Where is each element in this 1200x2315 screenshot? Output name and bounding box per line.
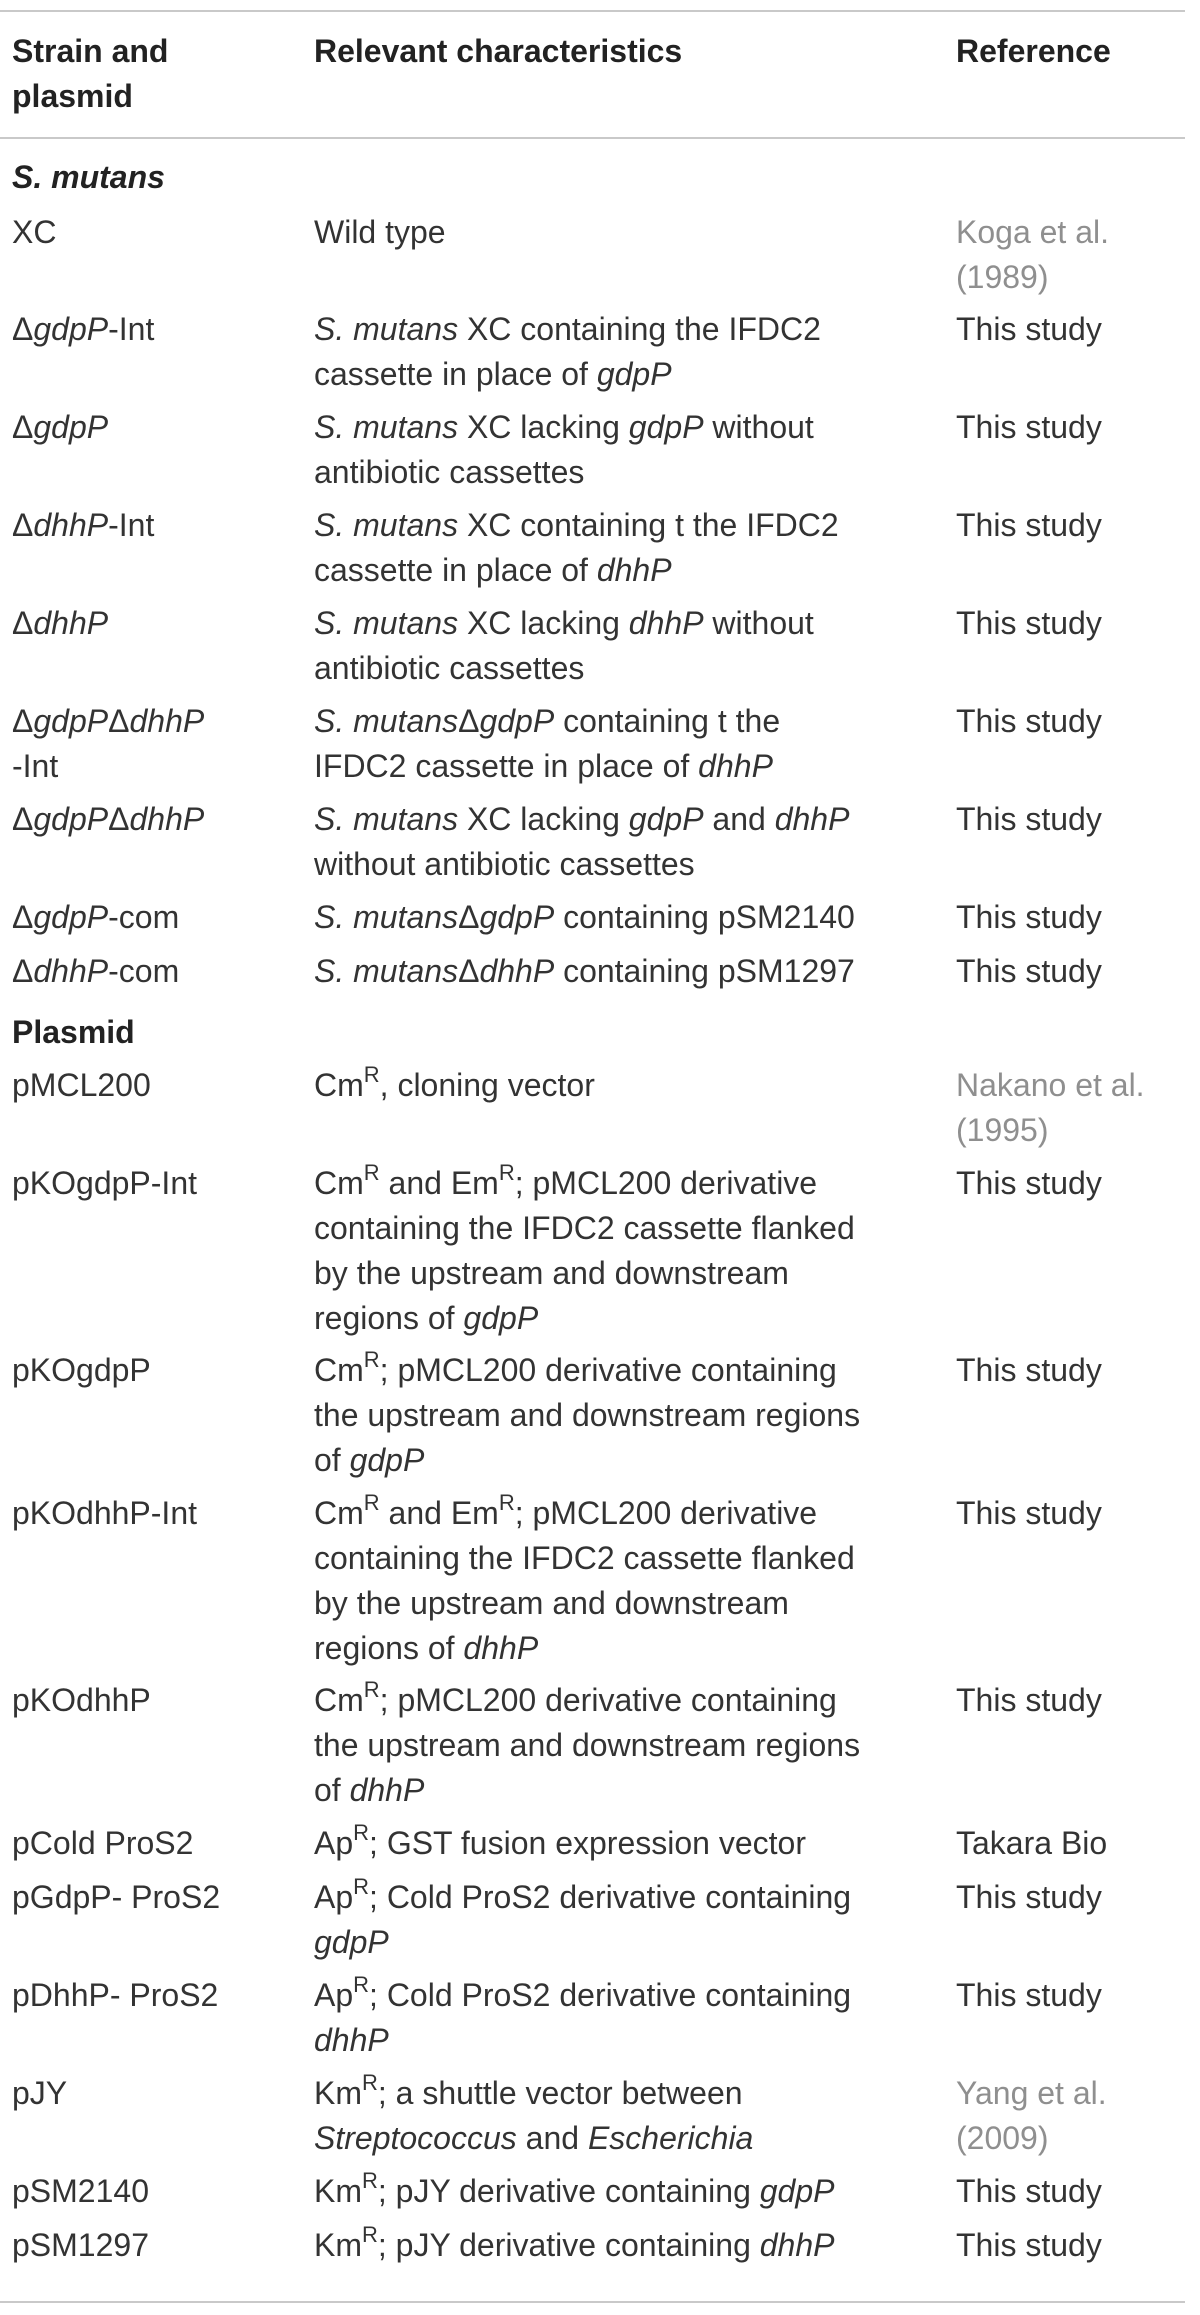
characteristics-run: gdpP [479, 899, 555, 935]
characteristics-line [314, 1768, 934, 1813]
characteristics-line [314, 450, 934, 495]
characteristics-run: Ap [314, 1977, 354, 2013]
characteristics-run: Escherichia [587, 2120, 754, 2156]
characteristics-run: the upstream and downstream regions [314, 1397, 861, 1433]
characteristics-line [314, 1581, 934, 1626]
characteristics-line [314, 2071, 934, 2116]
characteristics-cell [314, 210, 934, 255]
reference-line: This study [956, 1879, 1102, 1915]
strain-run: pDhhP- ProS2 [12, 1977, 219, 2013]
characteristics-cell [314, 2071, 934, 2161]
strain-run: gdpP [33, 703, 109, 739]
characteristics-run: regions of [314, 1300, 464, 1336]
characteristics-run: containing the IFDC2 cassette flanked [314, 1540, 855, 1576]
characteristics-run: gdpP [628, 801, 704, 837]
characteristics-run: XC lacking [458, 801, 629, 837]
characteristics-run: ; pMCL200 derivative [514, 1165, 818, 1201]
characteristics-run: S. mutans [314, 409, 459, 445]
strain-cell [12, 210, 302, 255]
characteristics-line [314, 842, 934, 887]
characteristics-run: cassette in place of [314, 552, 597, 588]
strain-cell [12, 699, 302, 789]
characteristics-run: ; Cold ProS2 derivative containing [369, 1977, 852, 2013]
header-strain [12, 29, 302, 119]
characteristics-run: and Em [379, 1165, 499, 1201]
characteristics-run: S. mutans [314, 703, 459, 739]
characteristics-run: dhhP [596, 552, 672, 588]
strain-cell [12, 895, 302, 940]
characteristics-run: dhhP [774, 801, 850, 837]
strain-run: pKOdhhP-Int [12, 1495, 197, 1531]
characteristics-cell [314, 2223, 934, 2268]
strain-run: Δ [12, 605, 34, 641]
strain-cell [12, 307, 302, 352]
characteristics-cell [314, 1491, 934, 1671]
header-strain-line2: plasmid [12, 78, 133, 114]
strain-run: Δ [12, 409, 34, 445]
strain-run: -com [108, 899, 180, 935]
strain-run: dhhP [33, 605, 109, 641]
reference-line: (1995) [956, 1112, 1049, 1148]
section-plasmid: Plasmid [12, 1014, 135, 1050]
strain-run: XC [12, 214, 57, 250]
reference-cell [956, 1821, 1186, 1866]
characteristics-run: R [363, 1062, 380, 1088]
reference-cell [956, 405, 1186, 450]
characteristics-run: gdpP [628, 409, 704, 445]
strain-run: pJY [12, 2075, 68, 2111]
reference-line: This study [956, 2173, 1102, 2209]
strain-run: Δ [12, 703, 34, 739]
characteristics-run: R [362, 2070, 378, 2096]
characteristics-run: R [353, 1972, 370, 1998]
reference-cell [956, 1491, 1186, 1536]
characteristics-line [314, 601, 934, 646]
strain-run: pKOgdpP [12, 1352, 151, 1388]
characteristics-run: R [363, 1160, 380, 1186]
strain-run: dhhP [129, 703, 205, 739]
strain-run: gdpP [33, 899, 109, 935]
characteristics-cell [314, 307, 934, 397]
characteristics-cell [314, 1063, 934, 1108]
characteristics-run: dhhP [463, 1630, 539, 1666]
reference-line: This study [956, 801, 1102, 837]
characteristics-run: R [363, 1490, 380, 1516]
characteristics-run: ; pMCL200 derivative containing [379, 1352, 837, 1388]
strain-run: pCold ProS2 [12, 1825, 194, 1861]
strain-run: pKOgdpP-Int [12, 1165, 197, 1201]
characteristics-run: Cm [314, 1495, 364, 1531]
strain-cell [12, 1875, 302, 1920]
characteristics-cell [314, 949, 934, 994]
reference-cell [956, 1973, 1186, 2018]
characteristics-run: without [703, 605, 814, 641]
characteristics-run: S. mutans [314, 507, 459, 543]
bottom-rule [0, 2301, 1185, 2303]
characteristics-run: XC lacking [458, 409, 629, 445]
strain-run: -com [108, 953, 180, 989]
characteristics-run: S. mutans [314, 605, 459, 641]
strain-cell [12, 1348, 302, 1393]
strain-cell [12, 797, 302, 842]
characteristics-run: of [314, 1772, 350, 1808]
characteristics-run: S. mutans [314, 801, 459, 837]
strain-run: dhhP [33, 953, 109, 989]
reference-line: This study [956, 2227, 1102, 2263]
characteristics-line [314, 1063, 934, 1108]
characteristics-run: R [498, 1160, 515, 1186]
strain-run: Δ [108, 703, 130, 739]
characteristics-run: Cm [314, 1165, 364, 1201]
header-strain-line1: Strain and [12, 33, 169, 69]
header-rule [0, 137, 1185, 139]
characteristics-cell [314, 1821, 934, 1866]
characteristics-run: antibiotic cassettes [314, 650, 585, 686]
characteristics-run: without antibiotic cassettes [314, 846, 695, 882]
characteristics-run: by the upstream and downstream [314, 1585, 789, 1621]
characteristics-line [314, 1491, 934, 1536]
characteristics-run: XC containing t the IFDC2 [458, 507, 839, 543]
characteristics-run: XC lacking [458, 605, 629, 641]
characteristics-run: Km [314, 2227, 362, 2263]
characteristics-run: cassette in place of [314, 356, 597, 392]
characteristics-run: containing t the [554, 703, 781, 739]
characteristics-run: dhhP [479, 953, 555, 989]
reference-line: Takara Bio [956, 1825, 1108, 1861]
strain-cell [12, 1678, 302, 1723]
characteristics-cell [314, 1348, 934, 1483]
characteristics-run: gdpP [759, 2173, 835, 2209]
characteristics-line [314, 1875, 934, 1920]
reference-cell [956, 307, 1186, 352]
characteristics-run: Cm [314, 1067, 364, 1103]
strain-run: pSM2140 [12, 2173, 149, 2209]
characteristics-run: S. mutans [314, 311, 459, 347]
characteristics-run: Km [314, 2173, 362, 2209]
characteristics-run: gdpP [349, 1442, 425, 1478]
characteristics-run: containing pSM2140 [554, 899, 855, 935]
characteristics-line [314, 307, 934, 352]
characteristics-cell [314, 699, 934, 789]
characteristics-cell [314, 601, 934, 691]
reference-cell [956, 2169, 1186, 2214]
reference-cell [956, 1063, 1186, 1153]
reference-line: This study [956, 1352, 1102, 1388]
characteristics-run: dhhP [759, 2227, 835, 2263]
strain-run: pKOdhhP [12, 1682, 151, 1718]
reference-line: Yang et al. [956, 2075, 1107, 2111]
characteristics-run: R [353, 1874, 370, 1900]
characteristics-run: Ap [314, 1825, 354, 1861]
characteristics-run: ; pJY derivative containing [377, 2173, 760, 2209]
characteristics-run: ; a shuttle vector between [377, 2075, 743, 2111]
characteristics-run: gdpP [479, 703, 555, 739]
characteristics-run: ; Cold ProS2 derivative containing [369, 1879, 852, 1915]
strain-cell [12, 1063, 302, 1108]
characteristics-line [314, 1251, 934, 1296]
reference-line: This study [956, 507, 1102, 543]
strain-cell [12, 503, 302, 548]
characteristics-line [314, 797, 934, 842]
characteristics-run: dhhP [698, 748, 773, 784]
strain-run: dhhP [129, 801, 205, 837]
characteristics-cell [314, 405, 934, 495]
reference-line: This study [956, 1977, 1102, 2013]
strain-run: Δ [12, 953, 34, 989]
characteristics-line [314, 949, 934, 994]
strain-cell [12, 1821, 302, 1866]
characteristics-cell [314, 1678, 934, 1813]
strain-cell [12, 1161, 302, 1206]
characteristics-line [314, 1348, 934, 1393]
characteristics-run: IFDC2 cassette in place of [314, 748, 699, 784]
characteristics-line [314, 2018, 934, 2063]
reference-line: (2009) [956, 2120, 1049, 2156]
strain-run: -Int [12, 748, 59, 784]
characteristics-line [314, 699, 934, 744]
characteristics-cell [314, 503, 934, 593]
characteristics-run: and [516, 2120, 588, 2156]
header-characteristics: Relevant characteristics [314, 33, 683, 69]
characteristics-line [314, 1626, 934, 1671]
characteristics-run: , cloning vector [379, 1067, 595, 1103]
characteristics-line [314, 2169, 934, 2214]
strain-run: Δ [12, 507, 34, 543]
reference-line: This study [956, 1495, 1102, 1531]
reference-cell [956, 210, 1186, 300]
reference-cell [956, 503, 1186, 548]
reference-cell [956, 1348, 1186, 1393]
characteristics-run: R [498, 1490, 515, 1516]
characteristics-run: Δ [458, 899, 480, 935]
characteristics-cell [314, 1875, 934, 1965]
characteristics-cell [314, 1973, 934, 2063]
reference-cell [956, 2223, 1186, 2268]
characteristics-run: ; pMCL200 derivative [514, 1495, 818, 1531]
strain-run: Δ [12, 311, 34, 347]
reference-cell [956, 699, 1186, 744]
strain-cell [12, 2071, 302, 2116]
strain-run: Δ [12, 899, 34, 935]
section-s-mutans [12, 155, 165, 200]
characteristics-run: R [362, 2222, 378, 2248]
reference-cell [956, 1161, 1186, 1206]
characteristics-cell [314, 895, 934, 940]
characteristics-run: by the upstream and downstream [314, 1255, 789, 1291]
reference-cell [956, 2071, 1186, 2161]
characteristics-line [314, 1536, 934, 1581]
characteristics-run: Ap [314, 1879, 354, 1915]
characteristics-run: ; GST fusion expression vector [369, 1825, 806, 1861]
characteristics-line [314, 2223, 934, 2268]
characteristics-run: Δ [458, 953, 480, 989]
reference-line: Nakano et al. [956, 1067, 1145, 1103]
reference-cell [956, 949, 1186, 994]
characteristics-run: Km [314, 2075, 362, 2111]
characteristics-run: containing pSM1297 [554, 953, 855, 989]
characteristics-line [314, 1161, 934, 1206]
strain-run: gdpP [33, 311, 109, 347]
reference-line: Koga et al. [956, 214, 1109, 250]
characteristics-line [314, 352, 934, 397]
reference-line: This study [956, 605, 1102, 641]
characteristics-line [314, 405, 934, 450]
characteristics-line [314, 1206, 934, 1251]
characteristics-run: without [703, 409, 814, 445]
strain-run: gdpP [33, 409, 109, 445]
reference-line: This study [956, 1682, 1102, 1718]
characteristics-run: and [703, 801, 775, 837]
characteristics-cell [314, 1161, 934, 1341]
strain-cell [12, 2169, 302, 2214]
reference-cell [956, 1678, 1186, 1723]
top-rule [0, 10, 1185, 12]
strain-run: Δ [12, 801, 34, 837]
reference-line: This study [956, 409, 1102, 445]
characteristics-line [314, 646, 934, 691]
characteristics-line [314, 744, 934, 789]
strain-cell [12, 1973, 302, 2018]
characteristics-run: R [353, 1820, 370, 1846]
reference-cell [956, 1875, 1186, 1920]
characteristics-line [314, 1393, 934, 1438]
reference-cell [956, 895, 1186, 940]
reference-cell [956, 601, 1186, 646]
characteristics-run: R [362, 2168, 378, 2194]
strain-run: pMCL200 [12, 1067, 151, 1103]
characteristics-run: dhhP [349, 1772, 425, 1808]
characteristics-run: S. mutans [314, 953, 459, 989]
strain-cell [12, 949, 302, 994]
characteristics-run: dhhP [628, 605, 704, 641]
characteristics-run: S. mutans [314, 899, 459, 935]
characteristics-run: of [314, 1442, 350, 1478]
strain-run: -Int [108, 311, 155, 347]
strain-cell [12, 2223, 302, 2268]
characteristics-line [314, 548, 934, 593]
characteristics-run: dhhP [314, 2022, 389, 2058]
reference-line: This study [956, 899, 1102, 935]
strain-run: -Int [108, 507, 155, 543]
reference-cell [956, 797, 1186, 842]
reference-line: This study [956, 311, 1102, 347]
characteristics-cell [314, 797, 934, 887]
section-s-mutans-label: S. mutans [12, 159, 165, 195]
characteristics-run: R [363, 1677, 380, 1703]
characteristics-run: Cm [314, 1352, 364, 1388]
reference-line: This study [956, 703, 1102, 739]
characteristics-line [314, 1296, 934, 1341]
characteristics-run: ; pMCL200 derivative containing [379, 1682, 837, 1718]
characteristics-line [314, 503, 934, 548]
strain-run: gdpP [33, 801, 109, 837]
characteristics-line [314, 1973, 934, 2018]
characteristics-run: the upstream and downstream regions [314, 1727, 861, 1763]
characteristics-run: gdpP [463, 1300, 539, 1336]
characteristics-line [314, 210, 934, 255]
characteristics-line [314, 1821, 934, 1866]
header-reference: Reference [956, 33, 1111, 69]
characteristics-run: gdpP [596, 356, 672, 392]
characteristics-line [314, 1920, 934, 1965]
strain-cell [12, 601, 302, 646]
characteristics-run: ; pJY derivative containing [377, 2227, 760, 2263]
characteristics-run: gdpP [314, 1924, 389, 1960]
characteristics-line [314, 1678, 934, 1723]
characteristics-line [314, 2116, 934, 2161]
characteristics-run: and Em [379, 1495, 499, 1531]
reference-line: (1989) [956, 259, 1049, 295]
characteristics-line [314, 895, 934, 940]
characteristics-line [314, 1438, 934, 1483]
strain-run: Δ [108, 801, 130, 837]
reference-line: This study [956, 1165, 1102, 1201]
characteristics-run: Δ [458, 703, 480, 739]
characteristics-run: antibiotic cassettes [314, 454, 585, 490]
characteristics-run: Streptococcus [314, 2120, 517, 2156]
strain-run: pGdpP- ProS2 [12, 1879, 221, 1915]
characteristics-run: XC containing the IFDC2 [458, 311, 821, 347]
reference-line: This study [956, 953, 1102, 989]
characteristics-run: Wild type [314, 214, 446, 250]
characteristics-run: regions of [314, 1630, 464, 1666]
characteristics-cell [314, 2169, 934, 2214]
strain-run: dhhP [33, 507, 109, 543]
strain-run: pSM1297 [12, 2227, 149, 2263]
strain-cell [12, 1491, 302, 1536]
characteristics-run: containing the IFDC2 cassette flanked [314, 1210, 855, 1246]
strain-cell [12, 405, 302, 450]
characteristics-run: R [363, 1347, 380, 1373]
characteristics-line [314, 1723, 934, 1768]
characteristics-run: Cm [314, 1682, 364, 1718]
